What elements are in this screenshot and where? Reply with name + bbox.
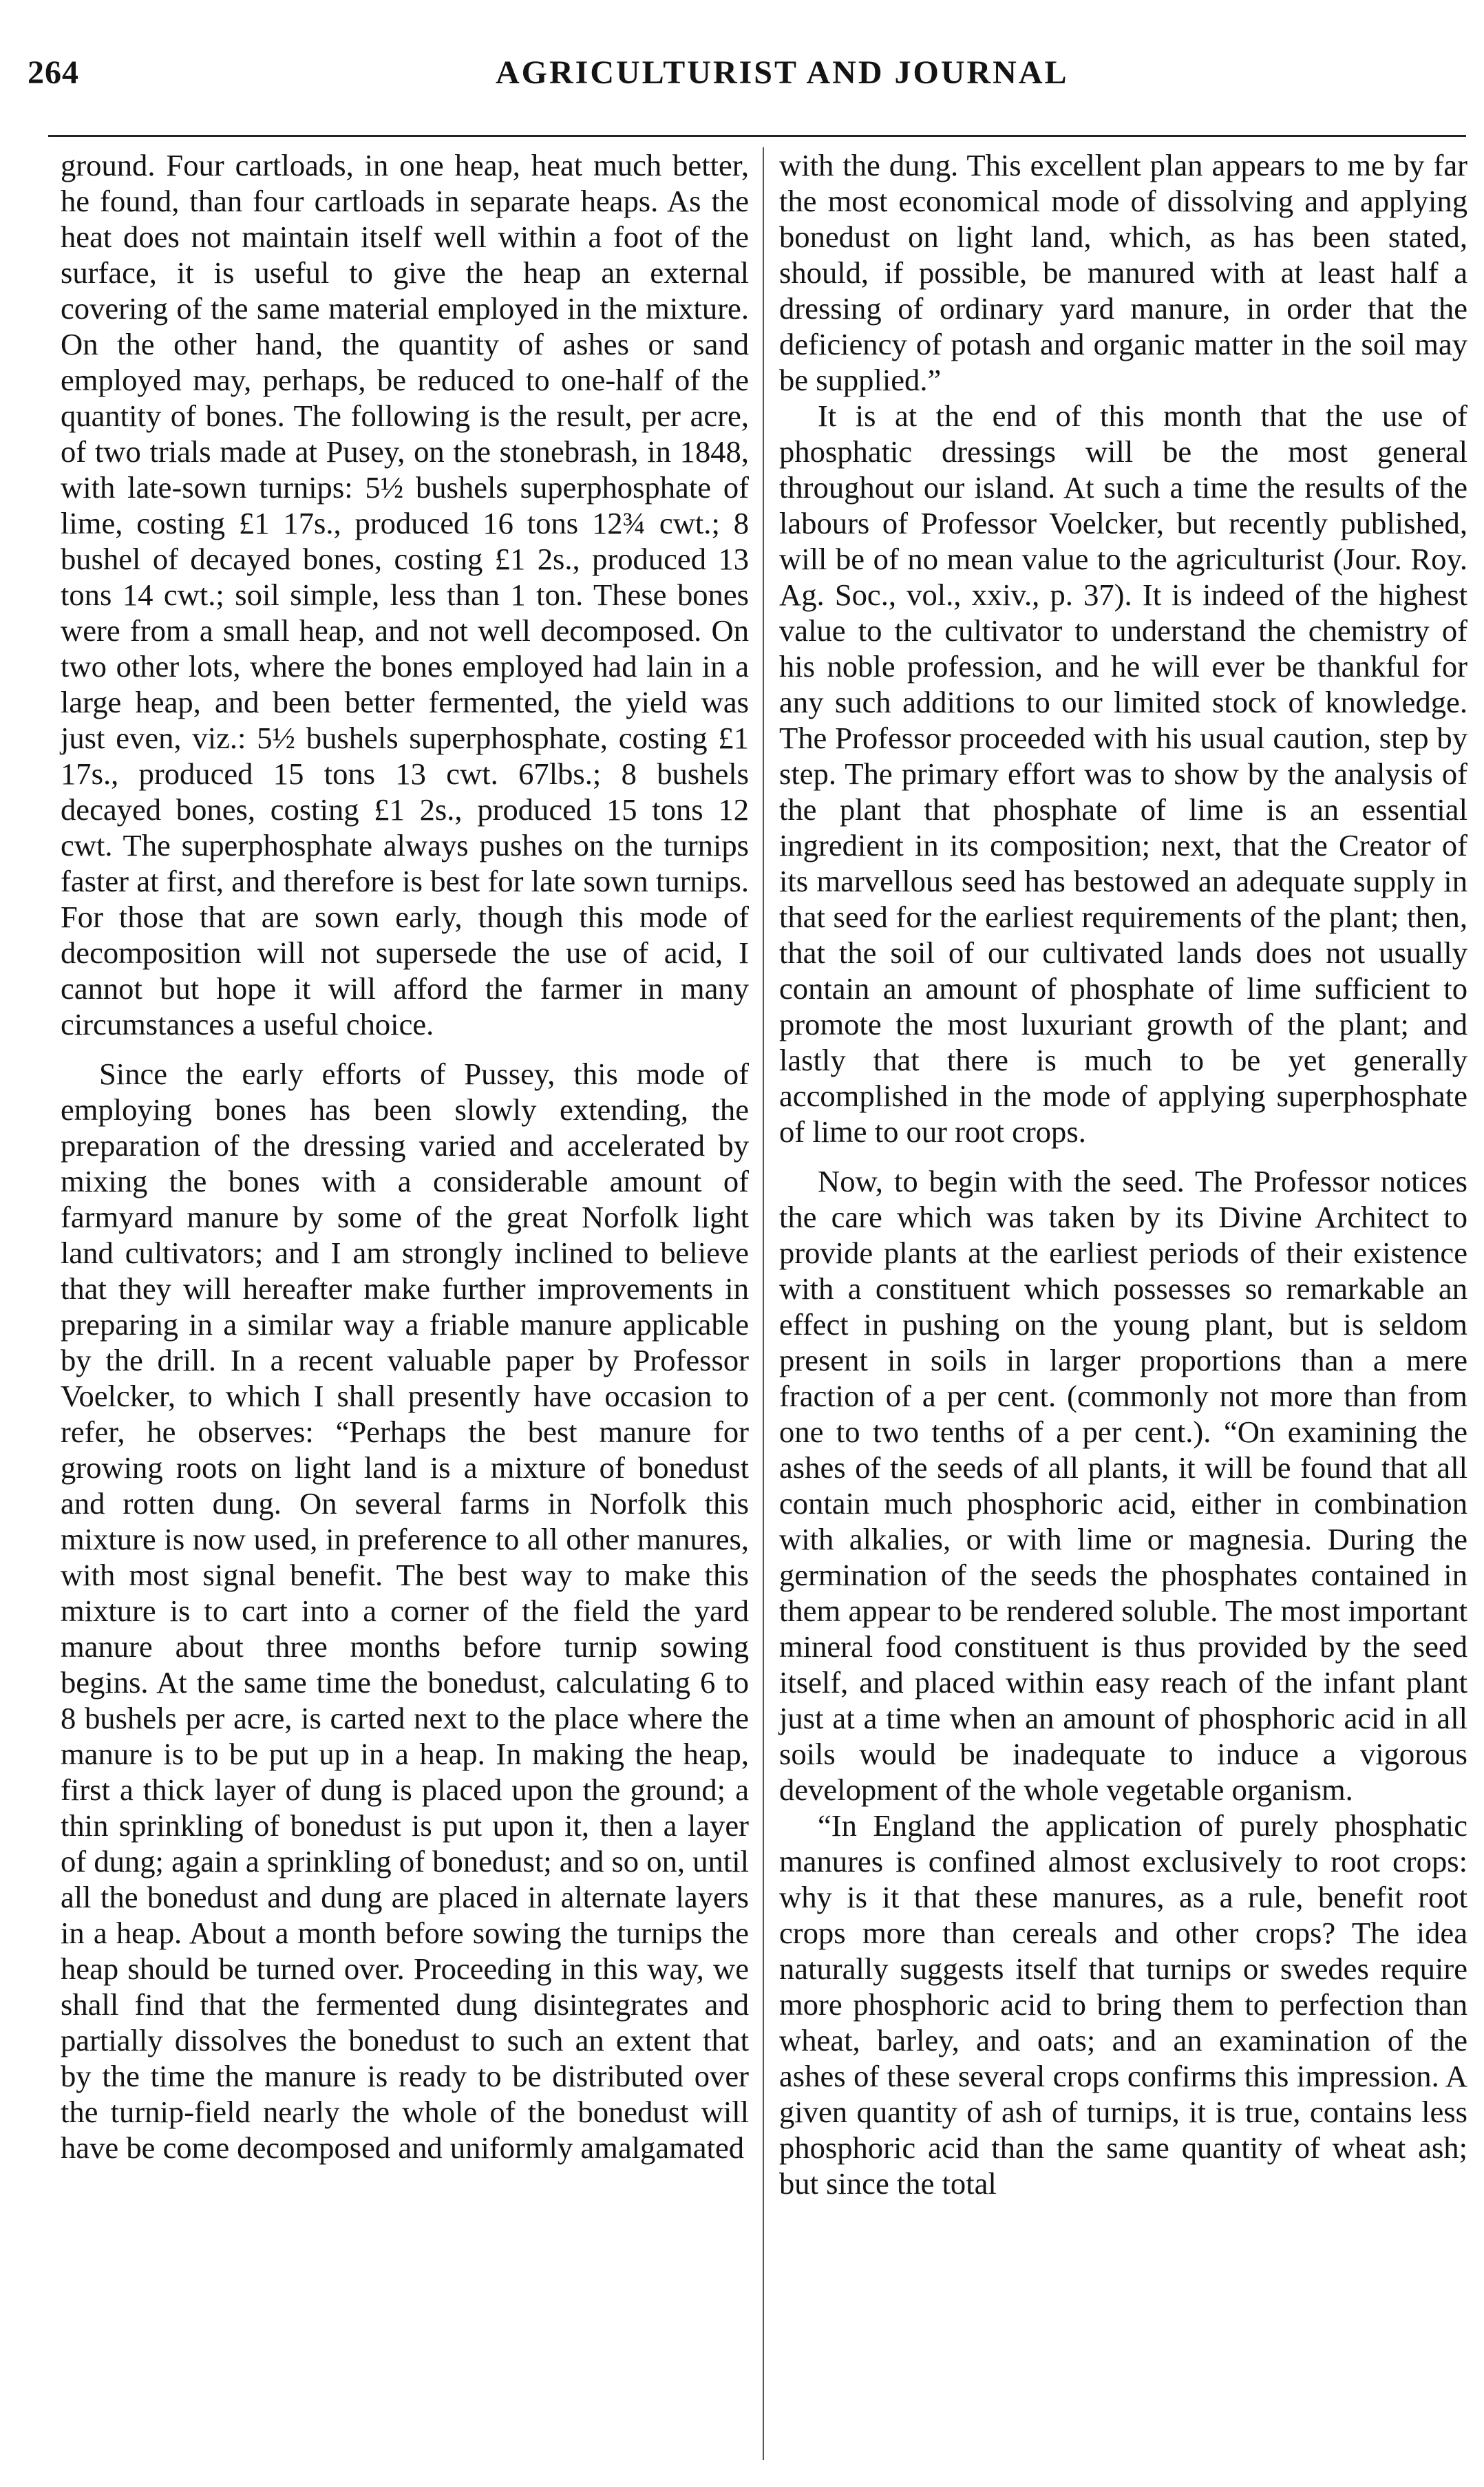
left-paragraph-2: Since the early efforts of Pussey, this mode of employing bones has been slowly extending, the preparation of the dressing varied and accelerated by mixing the bones with a considerable amount of farmyard manure by some of the great Norfolk light land cultivators; and I am strongly inclined to believe that they will hereafter make further improvements in preparing in a similar way a friable manure applicable by the drill. In a recent valuable paper by Professor Voelcker, to which I shall presently have occasion to refer, he observes: “Perhaps the best manure for growing roots on light land is a mixture of bonedust and rotten dung. On several farms in Norfolk this mixture is now used, in preference to all other manures, with most signal benefit. The best way to make this mixture is to cart into a corner of the field the yard manure about three months before turnip sowing begins. At the same time the bonedust, calculating 6 to 8 bushels per acre, is carted next to the place where the manure is to be put up in a heap. In making the heap, first a thick layer of dung is placed upon the ground; a thin sprinkling of bonedust is put upon it, then a layer of dung; again a sprinkling of bonedust; and so on, until all the bonedust and dung are placed in alternate layers in a heap. About a month before sowing the turnips the heap should be turned over. Proceeding in this way, we shall find that the fermented dung disintegrates and partially dissolves the bonedust to such an extent that by the time the manure is ready to be distributed over the turnip-field nearly the whole of the bonedust will have be come decomposed and uniformly amalgamated bbox=[61, 1057, 749, 2165]
right-paragraph-3: Now, to begin with the seed. The Professor notices the care which was taken by its Divine Architect to provide plants at the earliest periods of their existence with a constituent which possesses so remarkable an effect in pushing on the young plant, but is seldom present in soils in larger proportions than a mere fraction of a per cent. (commonly not more than from one to two tenths of a per cent.). “On examining the ashes of the seeds of all plants, it will be found that all contain much phosphoric acid, either in combination with alkalies, or with lime or magnesia. During the germination of the seeds the phosphates contained in them appear to be rendered soluble. The most important mineral food constituent is thus provided by the seed itself, and placed within easy reach of the infant plant just at a time when an amount of phosphoric acid in all soils would be inadequate to induce a vigorous development of the whole vegetable organism. bbox=[779, 1164, 1467, 1807]
page-header bbox=[14, 54, 1466, 109]
right-paragraph-2: It is at the end of this month that the use of phosphatic dressings will be the most general throughout our island. At such a time the results of the labours of Professor Voelcker, but recently published, will be of no mean value to the agriculturist (Jour. Roy. Ag. Soc., vol., xxiv., p. 37). It is indeed of the highest value to the cultivator to understand the chemistry of his noble profession, and he will ever be thankful for any such additions to our limited stock of knowledge. The Professor proceeded with his usual caution, step by step. The primary effort was to show by the analysis of the plant that phosphate of lime is an essential ingredient in its composition; next, that the Creator of its marvellous seed has bestowed an adequate supply in that seed for the earliest requirements of the plant; then, that the soil of our cultivated lands does not usually contain an amount of phosphate of lime sufficient to promote the most luxuriant growth of the plant; and lastly that there is much to be yet generally accomplished in the mode of applying superphosphate of lime to our root crops. bbox=[779, 399, 1467, 1149]
left-paragraph-1: ground. Four cartloads, in one heap, heat much better, he found, than four cartloads in separate heaps. As the heat does not maintain itself well within a foot of the surface, it is useful to give the heap an external covering of the same material employed in the mixture. On the other hand, the quantity of ashes or sand employed may, perhaps, be reduced to one-half of the quantity of bones. The following is the result, per acre, of two trials made at Pusey, on the stonebrash, in 1848, with late-sown turnips: 5½ bushels superphosphate of lime, costing £1 17s., produced 16 tons 12¾ cwt.; 8 bushel of decayed bones, costing £1 2s., produced 13 tons 14 cwt.; soil simple, less than 1 ton. These bones were from a small heap, and not well decomposed. On two other lots, where the bones employed had lain in a large heap, and been better fermented, the yield was just even, viz.: 5½ bushels superphosphate, costing £1 17s., produced 15 tons 13 cwt. 67lbs.; 8 bushels decayed bones, costing £1 2s., produced 15 tons 12 cwt. The superphosphate always pushes on the turnips faster at first, and therefore is best for late sown turnips. For those that are sown early, though this mode of decomposition will not supersede the use of acid, I cannot but hope it will afford the farmer in many circumstances a useful choice. bbox=[61, 148, 749, 1041]
header-rule bbox=[48, 135, 1466, 137]
page-number: 264 bbox=[28, 54, 79, 91]
right-column bbox=[779, 147, 1467, 2201]
left-column bbox=[61, 147, 749, 2166]
running-head: AGRICULTURIST AND JOURNAL bbox=[496, 54, 1069, 91]
right-paragraph-4: “In England the application of purely phosphatic manures is confined almost exclusively to root crops: why is it that these manures, as a rule, benefit root crops more than cereals and other crops? The idea naturally suggests itself that turnips or swedes require more phosphoric acid to bring them to perfection than wheat, barley, and oats; and an examination of the ashes of these several crops confirms this impression. A given quantity of ash of turnips, it is true, contains less phosphoric acid than the same quantity of wheat ash; but since the total bbox=[779, 1808, 1467, 2201]
column-divider bbox=[763, 147, 764, 2460]
right-paragraph-1: with the dung. This excellent plan appears to me by far the most economical mode of dissolving and applying bonedust on light land, which, as has been stated, should, if possible, be manured with at least half a dressing of ordinary yard manure, in order that the deficiency of potash and organic matter in the soil may be supplied.” bbox=[779, 148, 1467, 397]
